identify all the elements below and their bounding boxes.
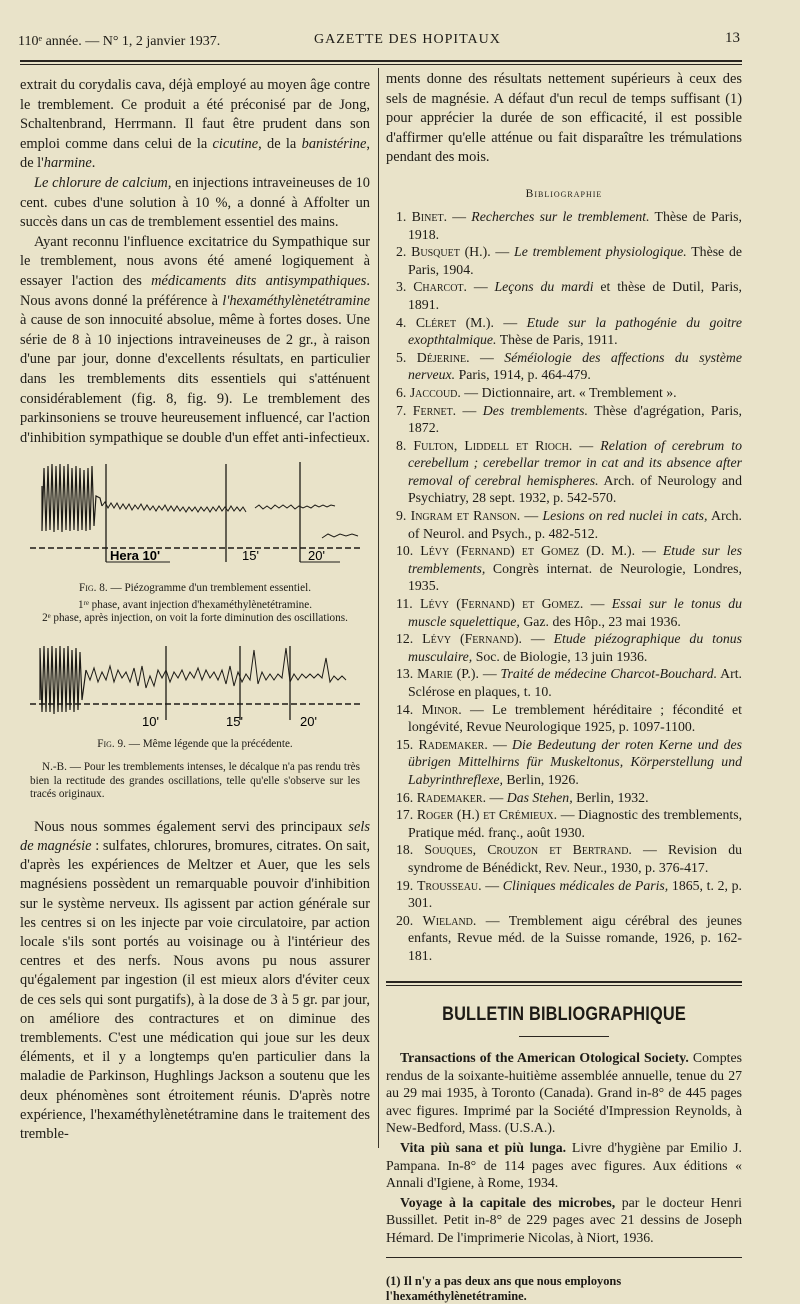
trace-tail [322,534,358,538]
bibliography-entry: 2. Busquet (H.). — Le tremblement physiologique. Thèse de Paris, 1904. [396,244,742,277]
entry-number: 20. [396,912,414,928]
bibliography-entry: 5. Déjerine. — Séméiologie des affections du système nerveux. Paris, 1914, p. 464-479. [396,349,743,383]
bibliography-entry: 15. Rademaker. — Die Bedeutung der roten Kerne und des übrigen Mittelhirns für Muskeltonus, Körperstellung und Labyrinthreflexe, Berlin, 1926. [396,736,742,787]
entry-number: 11. [396,596,413,612]
bibliography-entry: 6. Jaccoud. — Dictionnaire, art. « Tremblement ». [396,384,677,400]
entry-author: Binet. [411,208,448,224]
entry-author: Busquet (H.). [411,244,491,260]
bibliography-list [386,208,742,965]
entry-title: Leçons du mardi [494,279,594,295]
entry-author: Trousseau. [416,877,482,893]
entry-title: Das Stehen, [506,789,573,805]
bulletin-entry-title: Transactions of the American Otological Society. [400,1050,689,1065]
bibliography-heading: Bibliographie [525,187,603,200]
entry-number: 13. [396,666,414,682]
bibliography-entry: 16. Rademaker. — Das Stehen, Berlin, 1932. [396,789,649,805]
bulletin-entry-title: Voyage à la capitale des microbes, [400,1194,616,1210]
entry-details: Diagnostic des tremblements, Pratique méd. franç., août 1930. [408,807,743,840]
piezogram-fig9 [30,640,360,732]
entry-details: Gaz. des Hôp., 23 mai 1936. [519,613,681,629]
trace-phase2 [102,502,246,512]
page-header [18,30,740,52]
entry-details: Dictionnaire, art. « Tremblement ». [481,384,677,400]
entry-details: Thèse d'agrégation, Paris, 1872. [408,402,742,436]
entry-number: 4. [396,314,407,330]
paragraph-calcium: Le chlorure de calcium, en injections intraveineuses de 10 cent. cubes d'une solution à 10 %, a donné à Affolter un succès dans un cas de tremblement essentiel des mains. [20,174,370,231]
entry-details: Berlin, 1932. [572,789,649,805]
entry-title: Traité de médecine Charcot-Bouchard. [500,666,718,682]
entry-details: Arch. of Neurol. and Psych., p. 482-512. [408,508,743,541]
entry-author: Charcot. [413,279,467,295]
fig9-label-15: 15' [226,713,243,729]
bulletin-heading: BULLETIN BIBLIOGRAPHIQUE [442,1003,686,1025]
fig9-label-10: 10' [142,713,159,729]
entry-title: Recherches sur le tremblement. [471,208,650,224]
issue-line: 110ᵉ année. — N° 1, 2 janvier 1937. [18,34,221,49]
bibliography-entry: 9. Ingram et Ranson. — Lesions on red nuclei in cats, Arch. of Neurol. and Psych., p. 482-512. [396,508,743,541]
fig8-caption-phase2: 2ᵉ phase, après injection, on voit la forte diminution des oscillations. [42,612,348,625]
entry-number: 12. [396,631,414,647]
fig8-label-start: Hera 10' [110,548,161,564]
entry-number: 3. [396,279,407,295]
paragraph-magnesie: Nous nous sommes également servi des principaux sels de magnésie : sulfates, chlorures, bromures, citrates. On sait, d'après les expériences de Meltzer et Auer, que les sels magnésiens possèdent un remarquable pouvoir d'inhibition sur le système nerveux. Ils agissent par action générale sur les centres si on les injecte par voie circulatoire, par action locale s'ils sont portés au voisinage ou à l'intérieur des centres et des nerfs. Nous avons pu nous assurer qu'également par ingestion (il est mieux alors d'éviter ceux de ces sels qui sont purgatifs), à la dose de 3 à 5 gr. par jour, on améliore des contractures et on diminue des tremblements. C'est une médication qui joue sur les deux éléments, et il y a longtemps qu'en particulier dans la maladie de Parkinson, Hughlings Jackson a soutenu que les deux phénomènes sont étroitement réunis. D'après notre expérience, l'hexaméthylènetétramine dans le traitement des tremble- [20,818,370,1143]
entry-details: Paris, 1914, p. 464-479. [455,367,591,383]
left-column [20,76,370,1144]
entry-details: 1865, t. 2, p. 301. [408,877,742,911]
paragraph-sympathique: Ayant reconnu l'influence excitatrice du Sympathique sur le tremblement, nous avons été amené logiquement à essayer l'action des médicaments dits antisympathiques. Nous avons donné la préférence à l'hexaméthylènetétramine à cause de son innocuité absolue, même à fortes doses. Une série de 8 à 10 injections intraveineuses de 2 gr., à raison d'une par jour, donne d'excellents résultats, en particulier dans les tremblements dits essentiels qui s'atténuent considérablement (fig. 8, fig. 9). Le tremblement des parkinsoniens se trouve heureusement influencé, car l'action d'inhibition sympathique se double d'un effet anti-infectieux. [20,233,370,446]
entry-author: Wieland. [422,912,477,928]
entry-details: Congrès internat. de Neurologie, Londres, 1935. [408,560,742,594]
piezogram-fig8 [30,456,360,574]
entry-title: Etude sur les tremblements, [408,543,743,576]
trace-phase1 [42,464,102,532]
fig8-label-15: 15' [242,548,259,564]
footnote-rule [386,1257,742,1258]
entry-title: Etude sur la pathogénie du goitre exopthtalmique. [408,314,742,348]
journal-title: GAZETTE DES HOPITAUX [314,32,501,47]
bulletin-entry [386,1139,742,1192]
entry-author: Cléret (M.). [415,314,494,330]
bulletin-rule [386,981,742,983]
fig8-label-20: 20' [308,548,325,564]
entry-number: 19. [396,877,414,893]
paragraph-corydalis: extrait du corydalis cava, déjà employé au moyen âge contre le tremblement. Ce produit a été préconisé par de Jong, Schaltenbrand, Herrmann. Il faut être prudent dans son emploi comme dans celui de la cicutine, de la banistérine, de l'harmine. [20,77,370,172]
entry-number: 5. [396,349,407,365]
entry-number: 10. [396,543,414,559]
entry-author: Ingram et Ranson. [410,508,521,524]
bulletin-entry-text: Comptes rendus de la soixante-huitième assemblée annuelle, tenue du 27 au 29 mai 1935, à Toronto (Canada). Grand in-8° de 445 pages avec figures. Imprimé par la Société d'Impression Reynolds, à New-Bedford, Mass. (U.S.A.). [386,1050,742,1136]
entry-title: Cliniques médicales de Paris, [502,877,669,893]
bibliography-entry: 20. Wieland. — Tremblement aigu cérébral des jeunes enfants, Revue méd. de la Suisse romande, 1926, p. 162-181. [396,912,743,963]
entry-author: Jaccoud. [409,384,461,400]
entry-number: 15. [396,736,414,752]
header-rule-top [20,60,742,62]
trace-phase3 [255,505,335,509]
entry-number: 16. [396,789,414,805]
entry-author: Marie (P.). [417,666,479,682]
right-column [386,70,742,1304]
entry-details: Thèse de Paris, 1904. [408,244,742,277]
bibliography-entry: 12. Lévy (Fernand). — Etude piézographique du tonus musculaire, Soc. de Biologie, 13 juin 1936. [396,631,743,664]
fig9-caption: Fig. 9. — Même légende que la précédente. [97,737,293,750]
bibliography-entry: 19. Trousseau. — Cliniques médicales de Paris, 1865, t. 2, p. 301. [396,877,742,911]
entry-author: Rademaker. [416,789,487,805]
entry-title: Le tremblement physiologique. [514,244,687,260]
bulletin-rule-thin [386,985,742,986]
entry-author: Lévy (Fernand) et Gomez. [420,596,584,612]
column-divider [378,68,379,1148]
entry-title: Lesions on red nuclei in cats, [542,508,708,524]
entry-title: Relation of cerebrum to cerebellum ; cerebellar tremor in cat and its absence after removal of cerebral hemispheres. [408,437,743,488]
fig8-caption: Fig. 8. — Piézogramme d'un tremblement essentiel. [79,582,311,595]
header-rule-bottom [20,64,742,65]
entry-details: Tremblement aigu cérébral des jeunes enfants, Revue méd. de la Suisse romande, 1926, p. 162-181. [408,912,743,963]
entry-title: Etude piézographique du tonus musculaire, [408,631,743,664]
entry-title: Die Bedeutung der roten Kerne und des übrigen Mittelhirns für Muskeltonus, Körperstellung und Labyrinthreflexe, [408,736,742,787]
bulletin-entry [386,1049,742,1137]
entry-number: 6. [396,384,407,400]
bibliography-entry: 10. Lévy (Fernand) et Gomez (D. M.). — Etude sur les tremblements, Congrès internat. de Neurologie, Londres, 1935. [396,543,743,594]
entry-number: 9. [396,508,407,524]
bibliography-entry: 17. Roger (H.) et Crémieux. — Diagnostic des tremblements, Pratique méd. franç., août 1930. [396,807,743,840]
entry-author: Lévy (Fernand) et Gomez (D. M.). [420,543,636,559]
entry-author: Fulton, Liddell et Rioch. [413,437,573,453]
bibliography-entry: 3. Charcot. — Leçons du mardi et thèse de Dutil, Paris, 1891. [396,279,742,312]
entry-title: Séméiologie des affections du système nerveux. [408,349,743,383]
bibliography-entry: 18. Souques, Crouzon et Bertrand. — Revision du syndrome de Bénédickt, Rev. Neur., 1930, p. 376-417. [396,842,742,875]
entry-details: et thèse de Dutil, Paris, 1891. [408,279,742,312]
entry-details: Arch. of Neurology and Psychiatry, 28 sept. 1932, p. 542-570. [408,472,742,506]
bibliography-entry: 13. Marie (P.). — Traité de médecine Charcot-Bouchard. Art. Sclérose en plaques, t. 10. [396,666,743,699]
entry-details: Revision du syndrome de Bénédickt, Rev. Neur., 1930, p. 376-417. [408,842,742,875]
bibliography-entry: 8. Fulton, Liddell et Rioch. — Relation of cerebrum to cerebellum ; cerebellar tremor in cat and its absence after removal of cerebral hemispheres. Arch. of Neurology and Psychiatry, 28 sept. 1932, p. 542-570. [396,437,743,506]
page-number: 13 [725,30,740,46]
entry-title: Des tremblements. [482,402,588,418]
bibliography-entry: 14. Minor. — Le tremblement héréditaire ; fécondité et longévité, Revue Neurologique 1925, p. 1097-1100. [396,701,743,735]
figure-8 [30,456,360,626]
trace9-phase2 [86,648,346,688]
bulletin-entry [386,1194,742,1247]
entry-author: Minor. [421,701,462,717]
entry-details: Thèse de Paris, 1911. [496,332,618,348]
fig8-caption-phase1: 1ʳᵉ phase, avant injection d'hexaméthylènetétramine. [77,598,313,611]
entry-details: Soc. de Biologie, 13 juin 1936. [472,648,648,664]
bibliography-entry: 1. Binet. — Recherches sur le tremblement. Thèse de Paris, 1918. [396,208,742,242]
figure-9 [30,640,360,802]
entry-author: Lévy (Fernand). [422,631,523,647]
bibliography-entry: 7. Fernet. — Des tremblements. Thèse d'agrégation, Paris, 1872. [396,402,742,436]
bulletin-entries [386,1049,742,1247]
entry-number: 2. [396,244,407,260]
bulletin-heading-underline [519,1036,609,1038]
entry-author: Déjerine. [416,349,470,365]
entry-details: Thèse de Paris, 1918. [408,208,742,242]
entry-author: Roger (H.) et Crémieux. [416,807,558,823]
bulletin-entry-text: Livre d'hygiène par Emilio J. Pampana. In-8° de 114 pages avec figures. Aux éditions « Annali d'Igiene, à Rome, 1934. [386,1139,742,1191]
entry-author: Fernet. [412,402,457,418]
entry-details: Le tremblement héréditaire ; fécondité et longévité, Revue Neurologique 1925, p. 1097-1100. [408,701,743,735]
entry-details: Art. Sclérose en plaques, t. 10. [408,666,743,699]
paragraph-continuation: ments donne des résultats nettement supérieurs à ceux des sels de magnésie. A défaut d'un recul de temps suffisant (1) pour apprécier la durée de son efficacité, il est possible d'affirmer qu'elle atténue ou fait disparaître les trémulations pendant des mois. [386,71,742,166]
bulletin-entry-title: Vita più sana et più lunga. [400,1139,567,1155]
entry-author: Souques, Crouzon et Bertrand. [424,842,632,858]
entry-author: Rademaker. [418,736,488,752]
entry-number: 17. [396,807,414,823]
bulletin-entry-text: par le docteur Henri Bussillet. Petit in-8° de 229 pages avec 21 dessins de Joseph Hémard. De l'imprimerie Nicolas, à Niort, 1936. [386,1194,743,1245]
entry-title: Essai sur le tonus du muscle squelettique, [408,596,742,629]
entry-number: 8. [396,437,407,453]
entry-details: Berlin, 1926. [502,771,579,787]
fig9-label-20: 20' [300,713,317,729]
footnote: (1) Il n'y a pas deux ans que nous employons l'hexaméthylènetétramine. [386,1273,622,1303]
entry-number: 14. [396,701,414,717]
entry-number: 1. [396,208,407,224]
entry-number: 18. [396,842,414,858]
entry-number: 7. [396,402,407,418]
bibliography-entry: 4. Cléret (M.). — Etude sur la pathogénie du goitre exopthtalmique. Thèse de Paris, 1911. [396,314,742,348]
fig9-note: N.-B. — Pour les tremblements intenses, le décalque n'a pas rendu très bien la rectitude des grandes oscillations, telle qu'elle s'observe sur les tracés originaux. [30,761,360,801]
bibliography-entry: 11. Lévy (Fernand) et Gomez. — Essai sur le tonus du muscle squelettique, Gaz. des Hôp., 23 mai 1936. [396,596,742,629]
